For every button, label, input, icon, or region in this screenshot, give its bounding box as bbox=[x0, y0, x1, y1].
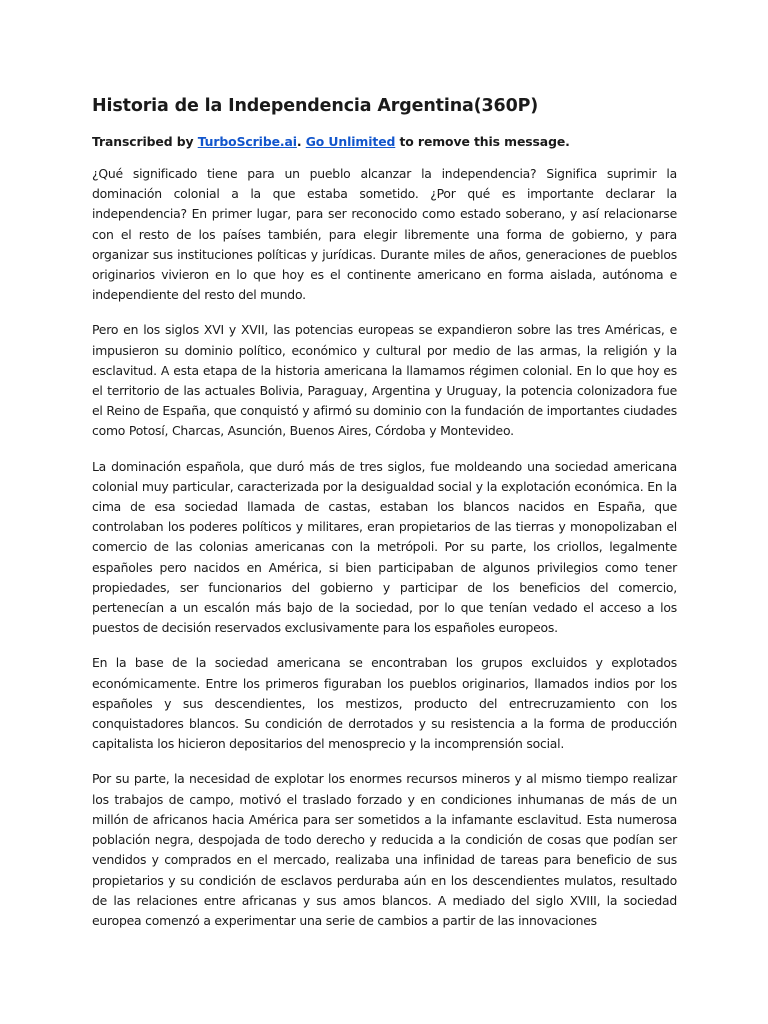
paragraph-4: En la base de la sociedad americana se encontraban los grupos excluidos y explotados económicamente. Entre los primeros figuraban los pueblos originarios, llamados indios por los españoles y sus descendientes, los mestizos, producto del entrecruzamiento con los conquistadores blancos. Su condición de derrotados y su resistencia a la forma de producción capitalista los hicieron depositarios del menosprecio y la incomprensión social. bbox=[92, 655, 677, 752]
notice-suffix: to remove this message. bbox=[395, 134, 570, 149]
paragraph-2: Pero en los siglos XVI y XVII, las potencias europeas se expandieron sobre las tres Américas, e impusieron su dominio político, económico y cultural por medio de las armas, la religión y la esclavitud. A esta etapa de la historia americana la llamamos régimen colonial. En lo que hoy es el territorio de las actuales Bolivia, Paraguay, Argentina y Uruguay, la potencia colonizadora fue el Reino de España, que conquistó y afirmó su dominio con la fundación de importantes ciudades como Potosí, Charcas, Asunción, Buenos Aires, Córdoba y Montevideo. bbox=[92, 322, 677, 439]
document-page bbox=[92, 94, 677, 931]
go-unlimited-link[interactable]: Go Unlimited bbox=[305, 134, 396, 149]
document-title: Historia de la Independencia Argentina(360P) bbox=[92, 96, 539, 116]
paragraph-3: La dominación española, que duró más de tres siglos, fue moldeando una sociedad americana colonial muy particular, caracterizada por la desigualdad social y la explotación económica. En la cima de esa sociedad llamada de castas, estaban los blancos nacidos en España, que controlaban los poderes políticos y militares, eran propietarios de las tierras y monopolizaban el comercio de las colonias americanas con la metrópoli. Por su parte, los criollos, legalmente españoles pero nacidos en América, si bien participaban de algunos privilegios como tener propiedades, ser funcionarios del gobierno y participar de los beneficios del comercio, pertenecían a un escalón más bajo de la sociedad, por lo que tenían vedado el acceso a los puestos de decisión reservados exclusivamente para los españoles europeos. bbox=[92, 458, 677, 636]
notice-separator: . bbox=[296, 134, 306, 149]
notice-prefix: Transcribed by bbox=[92, 134, 198, 149]
paragraph-1: ¿Qué significado tiene para un pueblo alcanzar la independencia? Significa suprimir la dominación colonial a la que estaba sometido. ¿Por qué es importante declarar la independencia? En primer lugar, para ser reconocido como estado soberano, y así relacionarse con el resto de los países también, para elegir libremente una forma de gobierno, y para organizar sus instituciones políticas y jurídicas. Durante miles de años, generaciones de pueblos originarios vivieron en lo que hoy es el continente americano en forma aislada, autónoma e independiente del resto del mundo. bbox=[92, 166, 677, 303]
transcription-notice bbox=[92, 132, 677, 152]
turboscribe-link[interactable]: TurboScribe.ai bbox=[197, 134, 297, 149]
paragraph-5: Por su parte, la necesidad de explotar los enormes recursos mineros y al mismo tiempo realizar los trabajos de campo, motivó el traslado forzado y en condiciones inhumanas de más de un millón de africanos hacia América para ser sometidos a la infamante esclavitud. Esta numerosa población negra, despojada de todo derecho y reducida a la condición de cosas que podían ser vendidos y comprados en el mercado, realizaba una infinidad de tareas para beneficio de sus propietarios y su condición de esclavos perduraba aún en los descendientes mulatos, resultado de las relaciones entre africanas y sus amos blancos. A mediado del siglo XVIII, la sociedad europea comenzó a experimentar una serie de cambios a partir de las innovaciones bbox=[92, 771, 677, 928]
